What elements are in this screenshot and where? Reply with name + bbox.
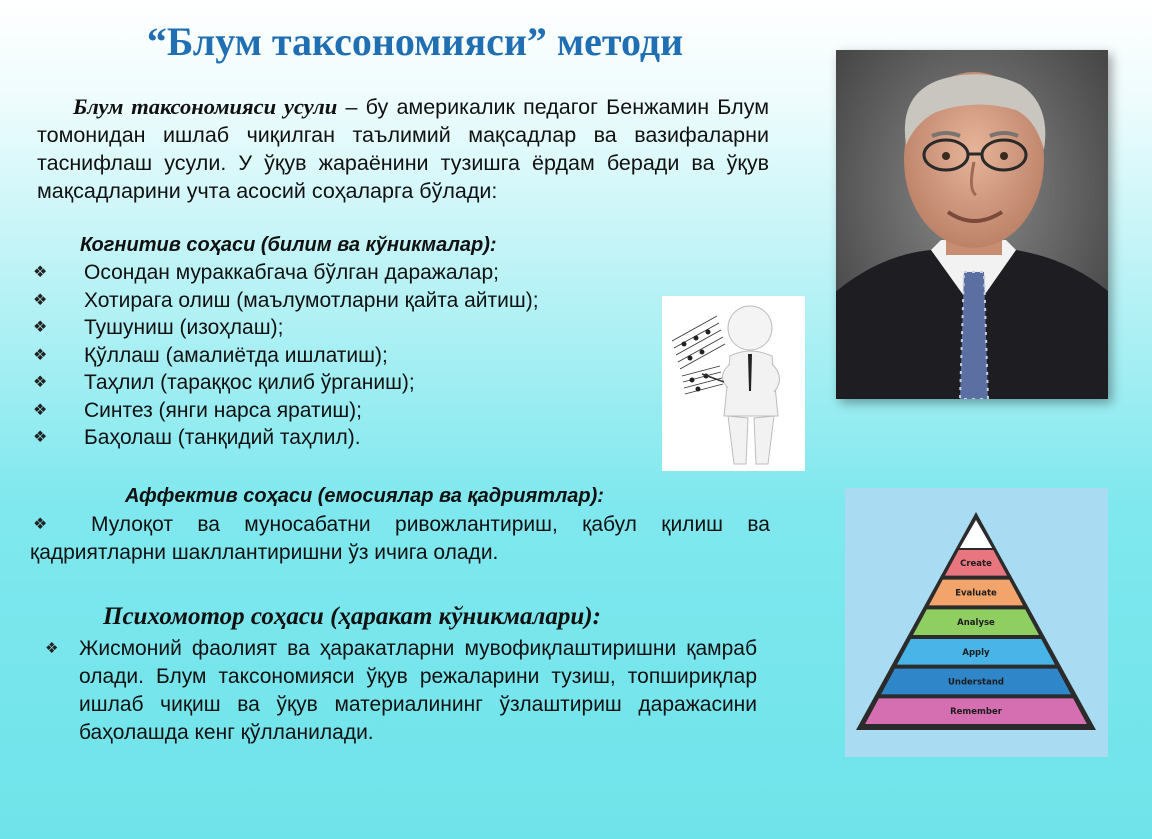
diamond-bullet-icon: ❖ [33, 516, 48, 533]
affective-item: ❖ Мулоқот ва муносабатни ривожлантириш, қабул қилиш ва қадриятларни шакллантиришни ўз ичига олади. [30, 513, 770, 564]
diamond-bullet-icon: ❖ [33, 401, 48, 419]
diamond-bullet-icon: ❖ [33, 264, 48, 281]
psychomotor-item: ❖ Жисмоний фаолият ва ҳаракатларни мувофиқлаштиришни қамраб олади. Блум таксономияси ўқув режаларини тузиш, топшириқлар ишлаб чиқиш ва ўқув материалининг ўзлаштириш даражасини баҳолашда кенг қўлланилади. [45, 637, 757, 744]
intro-paragraph [37, 93, 769, 205]
cognitive-heading: Когнитив соҳаси (билим ва кўникмалар): [80, 234, 497, 256]
list-item: ❖ Тушуниш (изоҳлаш); [33, 316, 284, 339]
pyramid-level-label: Apply [962, 647, 990, 658]
diamond-bullet-icon: ❖ [33, 346, 48, 364]
affective-heading: Аффектив соҳаси (емосиялар ва қадриятлар): [125, 485, 604, 507]
portrait-illustration [836, 50, 1108, 399]
psychomotor-heading: Психомотор соҳаси (ҳаракат кўникмалари): [103, 603, 601, 630]
intro-term: Блум таксономияси усули [73, 94, 338, 119]
list-item: ❖ Қўллаш (амалиётда ишлатиш); [33, 343, 388, 367]
diamond-bullet-icon: ❖ [45, 640, 59, 657]
portrait-photo [836, 50, 1108, 399]
diamond-bullet-icon: ❖ [33, 429, 48, 446]
diamond-bullet-icon: ❖ [33, 319, 48, 336]
cognitive-list [30, 259, 650, 452]
conductor-figure-illustration [662, 296, 805, 471]
conductor-figure [662, 296, 805, 471]
list-item: ❖ Синтез (янги нарса яратиш); [33, 398, 363, 422]
bloom-pyramid [845, 488, 1108, 757]
list-item: ❖ Осондан мураккабгача бўлган даражалар; [33, 261, 499, 284]
diamond-bullet-icon: ❖ [33, 291, 48, 309]
intro-text: – бу америкалик педагог Бенжамин Блум томонидан ишлаб чиқилган таълимий мақсадлар ва вазифаларни таснифлаш усули. У ўқув жараёнини тузишга ёрдам беради ва ўқув мақсадларини учта асосий соҳаларга бўлади: [37, 95, 770, 203]
page-title: “Блум таксономияси” методи [146, 19, 684, 64]
list-item: ❖ Таҳлил (тараққос қилиб ўрганиш); [33, 371, 415, 394]
pyramid-level-label: Analyse [957, 618, 995, 629]
diamond-bullet-icon: ❖ [33, 374, 48, 391]
list-item: ❖ Баҳолаш (танқидий таҳлил). [33, 426, 361, 449]
pyramid-graphic [845, 488, 1108, 757]
pyramid-level-label: Create [960, 558, 992, 569]
pyramid-level-label: Understand [948, 677, 1004, 688]
list-item: ❖ Хотирага олиш (маълумотларни қайта айтиш); [33, 288, 539, 312]
pyramid-level-label: Evaluate [955, 588, 997, 599]
pyramid-level-label: Remember [950, 707, 1002, 718]
